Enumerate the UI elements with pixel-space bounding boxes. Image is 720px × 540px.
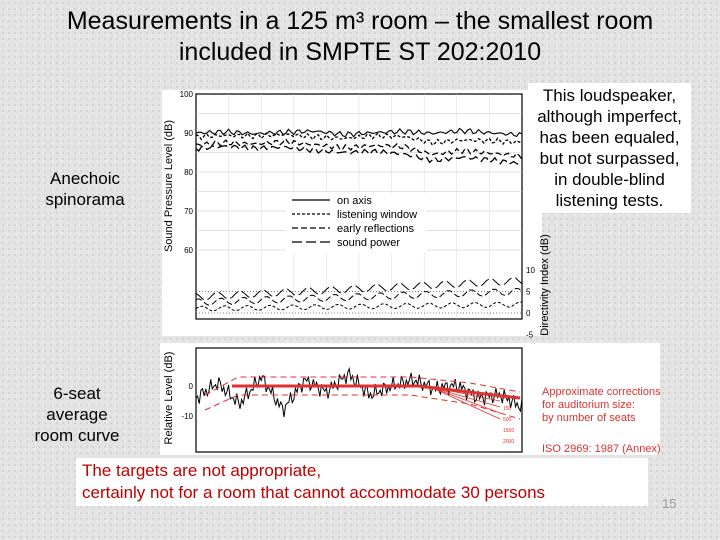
title-line-1: Measurements in a 125 m³ room – the smallest room xyxy=(66,7,654,35)
legend-label: sound power xyxy=(337,237,400,249)
relative-level-tick-label: -10 xyxy=(181,412,193,421)
di-tick-label: -5 xyxy=(526,330,534,340)
spl-tick-label: 100 xyxy=(179,90,193,99)
callout-line-3: has been equaled, xyxy=(539,128,680,147)
callout-line-4: but not surpassed, xyxy=(539,149,680,168)
spl-axis-label: Sound Pressure Level (dB) xyxy=(163,119,175,253)
di-tick-label: 5 xyxy=(526,287,531,297)
legend-label: on axis xyxy=(337,195,372,207)
seat-count-label: 1500 xyxy=(503,428,515,434)
anechoic-label-line-1: Anechoic xyxy=(50,169,120,188)
relative-level-tick-label: 0 xyxy=(188,382,193,391)
correction-annotation-line: by number of seats xyxy=(542,412,636,424)
callout-line-1: This loudspeaker, xyxy=(542,86,677,105)
spl-tick-label: 60 xyxy=(184,246,193,255)
legend-label: early reflections xyxy=(337,223,415,235)
room-label-line-1: 6-seat xyxy=(53,384,101,403)
loudspeaker-callout xyxy=(528,83,691,213)
title-line-2: included in SMPTE ST 202:2010 xyxy=(178,38,542,66)
slide-number: 15 xyxy=(662,496,677,511)
spl-tick-label: 70 xyxy=(184,207,193,216)
callout-line-5: in double-blind xyxy=(554,170,665,189)
spl-tick-label: 80 xyxy=(184,168,193,177)
di-tick-label: 10 xyxy=(526,266,535,275)
callout-line-2: although imperfect, xyxy=(537,107,682,126)
anechoic-label-line-2: spinorama xyxy=(45,190,125,209)
correction-annotation-line: for auditorium size: xyxy=(542,399,635,411)
note-line-2: certainly not for a room that cannot accommodate 30 persons xyxy=(82,483,546,502)
relative-level-axis-label: Relative Level (dB) xyxy=(163,351,175,445)
note-line-1: The targets are not appropriate, xyxy=(82,461,322,480)
seat-count-label: 20 xyxy=(503,395,509,401)
room-label-line-3: room curve xyxy=(34,426,120,445)
correction-annotation-line: Approximate corrections xyxy=(542,386,661,398)
seat-count-label: 150 xyxy=(503,406,512,412)
targets-note xyxy=(76,458,648,506)
seat-count-label: 2000 xyxy=(503,439,515,445)
di-tick-label: 0 xyxy=(526,309,531,318)
legend-label: listening window xyxy=(337,209,418,221)
callout-line-6: listening tests. xyxy=(555,191,664,210)
room-label-line-2: average xyxy=(46,405,108,424)
seat-count-label: 500 xyxy=(503,417,512,423)
correction-annotation-line: ISO 2969: 1987 (Annex) xyxy=(542,443,661,455)
directivity-axis-label: Directivity Index (dB) xyxy=(539,234,551,336)
spl-tick-label: 90 xyxy=(184,129,193,138)
